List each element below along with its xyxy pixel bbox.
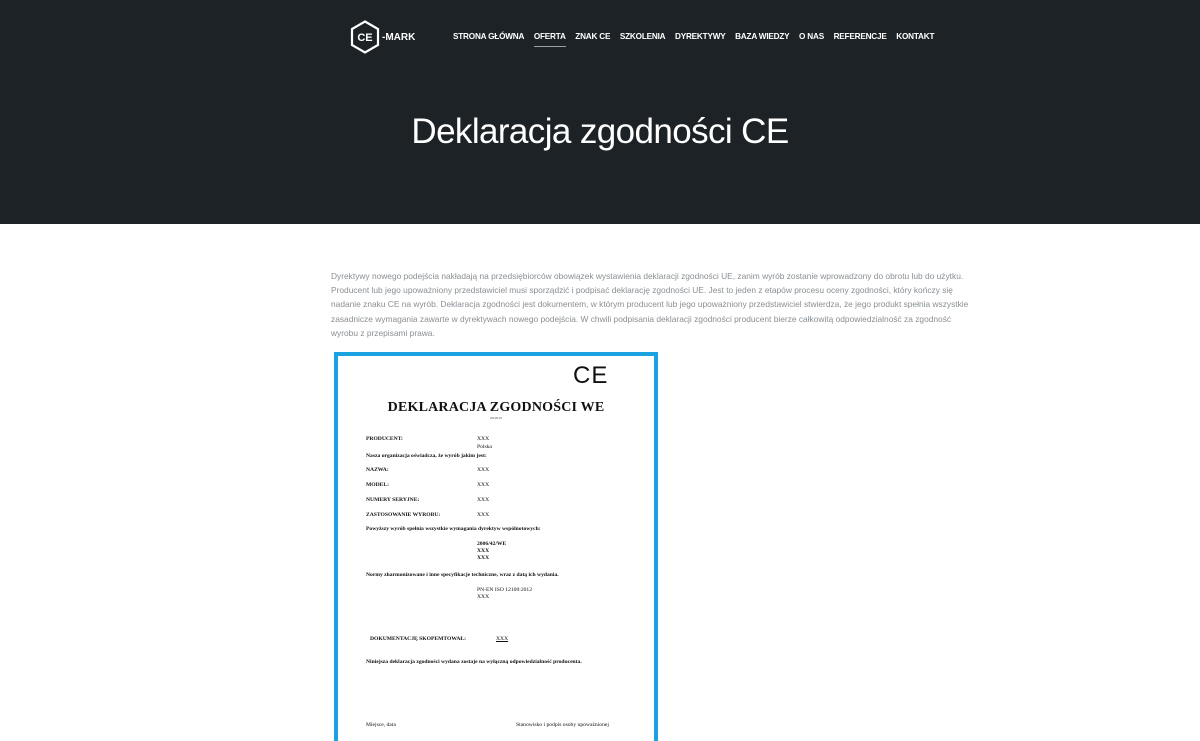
nav-item-dyrektywy[interactable]: DYREKTYWY xyxy=(674,31,726,41)
nav-item-o-nas[interactable]: O NAS xyxy=(799,31,824,41)
hexagon-logo-icon xyxy=(350,20,380,54)
nav-item-oferta[interactable]: OFERTA xyxy=(533,31,566,41)
signature-label: Stanowisko i podpis osoby upoważnionej xyxy=(516,722,609,728)
documentation-value: XXX xyxy=(496,636,509,642)
serial-value: XXX xyxy=(477,497,490,503)
directive-2: XXX xyxy=(477,548,490,554)
logo-text: -MARK xyxy=(382,31,416,43)
model-value: XXX xyxy=(477,482,490,488)
nav-item-szkolenia[interactable]: SZKOLENIA xyxy=(619,31,666,41)
directive-3: XXX xyxy=(477,555,490,561)
main-nav xyxy=(453,29,944,43)
norm-2: XXX xyxy=(477,594,490,600)
logo-mark: CE xyxy=(357,32,373,44)
page-title: Deklaracja zgodności CE xyxy=(411,112,789,151)
ce-mark-logo: CE xyxy=(573,362,609,389)
producent-value: XXX xyxy=(477,436,490,442)
nav-item-strona-glowna[interactable]: STRONA GŁÓWNA xyxy=(453,31,525,41)
producent-country: Polska xyxy=(477,444,492,450)
statement-text: Nasza organizacja oświadcza, że wyrób jakim jest: xyxy=(366,453,487,459)
nav-item-baza-wiedzy[interactable]: BAZA WIEDZY xyxy=(735,31,790,41)
responsibility-text: Niniejsza deklaracja zgodności wydana zostaje na wyłączną odpowiedzialność producenta. xyxy=(366,659,582,665)
documentation-label: DOKUMENTACJĘ SKOPEMTOWAŁ: xyxy=(370,636,466,642)
document-subtitle: 06/2019 xyxy=(490,416,502,420)
serial-label: NUMERY SERYJNE: xyxy=(366,497,420,503)
nazwa-label: NAZWA: xyxy=(366,467,389,473)
nazwa-value: XXX xyxy=(477,467,490,473)
intro-paragraph: Dyrektywy nowego podejścia nakładają na przedsiębiorców obowiązek wystawienia deklaracji zgodności UE, zanim wyrób zostanie wprowadzony do obrotu lub do użytku. Producent lub jego upoważniony przedstawiciel musi sporządzić i podpisać deklarację zgodności UE. Jest to jeden z etapów procesu oceny zgodności, który kończy się nadanie znaku CE na wyrób. Deklaracja zgodności jest dokumentem, w którym producent lub jego upoważniony przedstawiciel stwierdza, że jego produkt spełnia wszystkie zasadnicze wymagania zawarte w dyrektywach nowego podejścia. W chwili podpisania deklaracji zgodności producent bierze całkowitą odpowiedzialność za zgodność wyrobu z przepisami prawa. xyxy=(331,271,969,338)
directive-1: 2006/42/WE xyxy=(477,541,507,547)
producent-label: PRODUCENT: xyxy=(366,436,403,442)
site-logo[interactable] xyxy=(350,20,420,54)
usage-value: XXX xyxy=(477,512,490,518)
usage-label: ZASTOSOWANIE WYROBU: xyxy=(366,512,441,518)
nav-item-znak-ce[interactable]: ZNAK CE xyxy=(575,31,611,41)
norms-statement: Normy zharmonizowane i inne specyfikacje techniczne, wraz z datą ich wydania. xyxy=(366,572,559,578)
directives-statement: Powyższy wyrób spełnia wszystkie wymagania dyrektyw wspólnotowych: xyxy=(366,526,541,532)
hero-header xyxy=(0,0,1200,224)
norm-1: PN-EN ISO 12100:2012 xyxy=(477,587,533,593)
document-title: DEKLARACJA ZGODNOŚCI WE xyxy=(387,400,605,415)
nav-item-referencje[interactable]: REFERENCJE xyxy=(833,31,887,41)
nav-item-kontakt[interactable]: KONTAKT xyxy=(896,31,935,41)
declaration-document-image xyxy=(334,352,658,741)
model-label: MODEL: xyxy=(366,482,389,488)
place-date-label: Miejsce, data xyxy=(366,722,396,728)
